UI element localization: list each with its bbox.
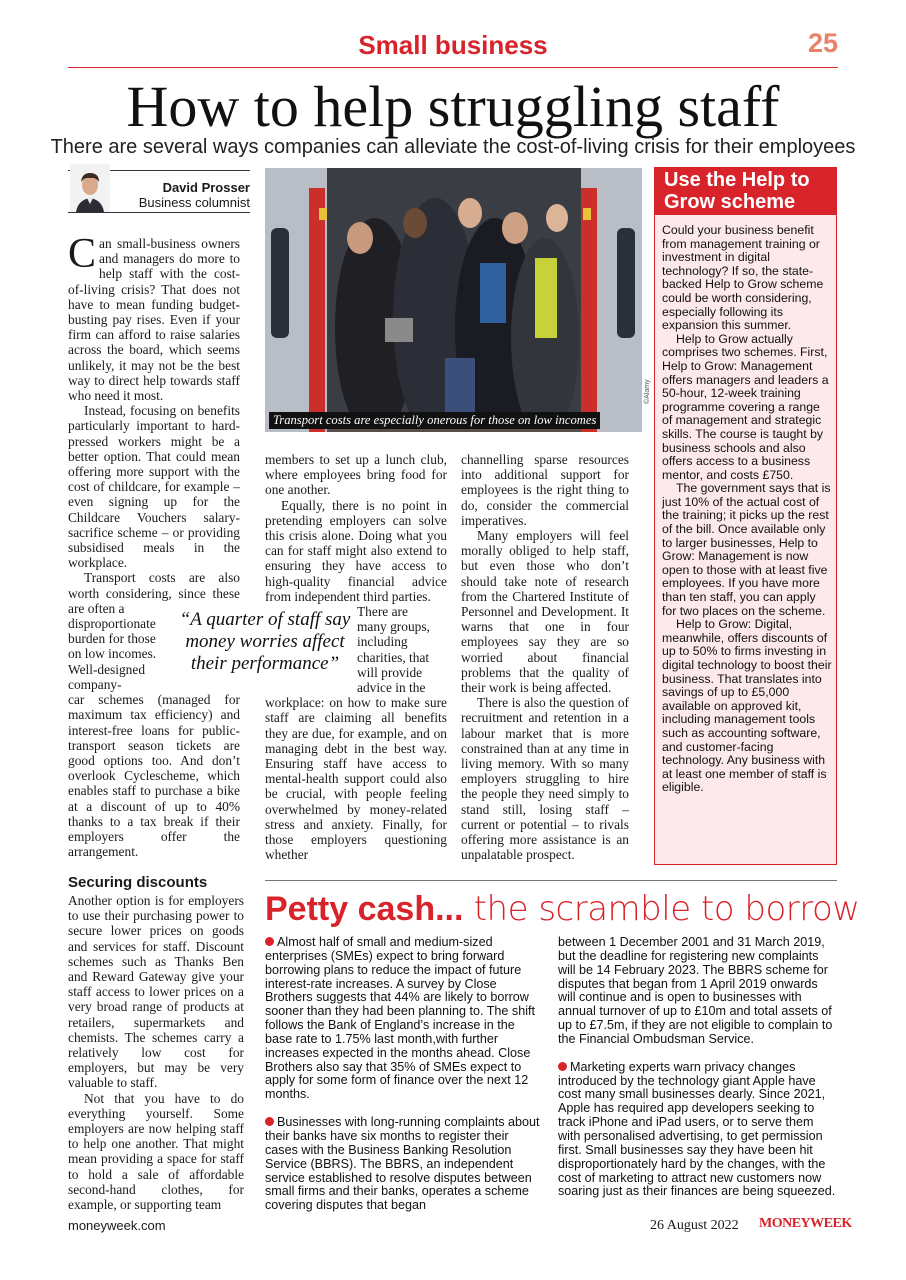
article-line: including <box>357 634 408 650</box>
article-line: on low incomes. <box>68 646 157 662</box>
top-rule <box>68 67 838 68</box>
photo-caption: Transport costs are especially onerous for those on low incomes <box>269 412 600 429</box>
petty-cash-rule <box>265 880 837 881</box>
page-number: 25 <box>807 28 838 58</box>
sidebar-body <box>662 224 832 795</box>
bullet-icon <box>265 1117 274 1126</box>
drop-cap: C <box>68 231 97 277</box>
article-paragraph: Another option is for employers to use their purchasing power to secure lower prices on goods and services for staff. Discount schemes such as Thanks Ben and Reward Gateway give your staff access to lower prices on a very broad range of products at retailers, supermarkets and chemists. The schemes carry a relatively low cost for employers, but may be very valuable to staff. <box>68 893 244 1091</box>
petty-cash-column-2 <box>558 936 837 1213</box>
petty-cash-item-text: Almost half of small and medium-sized enterprises (SMEs) expect to bring forward borrowing plans to reduce the impact of future interest-rate increases. A survey by Close Brothers suggests that 44% are likely to borrow sooner than they had been planning to. The shift follows the Bank of England’s increase in the base rate to 1.75% last month,with further increases expected in the months ahead. Close Brothers also say that 35% of SMEs expect to apply for some form of finance over the next 12 months. <box>265 935 536 1102</box>
wrap-around-quote <box>357 604 447 695</box>
petty-cash-item <box>265 936 543 1102</box>
article-paragraph: workplace: on how to make sure staff are claiming all benefits they are due, for example, and on managing debt in the best way. Ensuring staff have access to mental-health support could also be crucial, with people feeling overwhelmed by money-related stress and anxiety. Finally, for those employers questioning whether <box>265 695 447 863</box>
article-paragraph <box>68 231 240 404</box>
footer-date: 26 August 2022 <box>650 1218 739 1233</box>
sidebar-paragraph: Could your business benefit from management training or investment in digital technology? If so, the state-backed Help to Grow scheme could be worth considering, especially following its expansion this summer. <box>662 223 824 333</box>
petty-cash-item-text: Marketing experts warn privacy changes introduced by the technology giant Apple have cost many small businesses dearly. Since 2021, Apple has required app developers seeking to track iPhone and iPad users, or to serve them with personalised advertising, to get permission first. Small businesses say they have been hit disproportionately hard by the changes, with the cost of marketing to attract new customers now soaring just as their finances are being squeezed. <box>558 1059 836 1199</box>
author-photo <box>70 164 110 212</box>
article-paragraph: Equally, there is no point in pretending employers can solve this crisis alone. Doing what you can for staff might also extend to ensuring they have access to high-quality financial advice from independent third parties. <box>265 497 447 604</box>
bullet-icon <box>265 937 274 946</box>
article-line: many groups, <box>357 619 430 635</box>
author-role: Business columnist <box>138 195 250 210</box>
article-line: will provide <box>357 664 423 680</box>
petty-cash-item-continued: between 1 December 2001 and 31 March 2019, but the deadline for registering new complaints will be 14 February 2023. The BBRS scheme for disputes that began from 1 April 2019 onwards will continue and is open to businesses with annual turnover of up to £10m and total assets of up to £7.5m, if they are not eligible to complain to the Financial Ombudsman Service. <box>558 935 833 1046</box>
headline: How to help struggling staff <box>126 74 780 139</box>
article-line: disproportionate <box>68 616 156 632</box>
wrap-around-quote <box>68 616 160 692</box>
petty-cash-title <box>265 887 860 931</box>
article-line: burden for those <box>68 631 156 647</box>
article-paragraph: car schemes (managed for maximum tax efficiency) and interest-free loans for public-transport season tickets are good options too. And don’t overlook Cyclescheme, which enables staff to purchase a bike at a discount of up to 40% thanks to a tax break if their employers offer the arrangement. <box>68 692 240 860</box>
bullet-icon <box>558 1062 567 1071</box>
article-paragraph-text: an small-business owners and managers do more to help staff with the cost-of-living crisis? That does not have to mean funding budget-busting pay rises. Even if your firm can afford to raise salaries across the board, which seems unlikely, it may not be the best way to direct help towards staff who need it most. <box>68 236 240 404</box>
photo-credit: ©Alamy <box>644 379 651 404</box>
author-name: David Prosser <box>162 180 250 195</box>
footer-website: moneyweek.com <box>68 1218 166 1233</box>
article-line: There are <box>357 604 408 620</box>
discounts-column <box>68 893 244 1212</box>
sidebar-title: Use the Help to Grow scheme <box>654 167 837 215</box>
sidebar-paragraph: The government says that is just 10% of the actual cost of the training; it picks up the rest of the bill. Once available only to larger businesses, Help to Grow: Management is now open to those with at least five employees. If you have more than ten staff, you can apply for two places on the scheme. <box>662 481 831 618</box>
article-paragraph: channelling sparse resources into additional support for employees is the right thing to do, consider the commercial imperatives. <box>461 452 629 528</box>
byline-rule <box>68 212 250 213</box>
article-line: company- <box>68 676 122 692</box>
article-column-2 <box>265 452 447 862</box>
article-paragraph: members to set up a lunch club, where employees bring food for one another. <box>265 452 447 498</box>
article-paragraph: Not that you have to do everything yourself. Some employers are now helping staff to help one another. That might mean providing a space for staff to hold a sale of affordable second-hand clothes, for example, or supporting team <box>68 1090 244 1213</box>
article-paragraph: Many employers will feel morally obliged to help staff, but even those who don’t should take note of research from the Chartered Institute of Personnel and Development. It warns that one in four employees say they are so worried about financial problems that the quality of their work is being affected. <box>461 528 629 696</box>
sidebar-paragraph: Help to Grow: Digital, meanwhile, offers discounts of up to 50% to firms investing in digital technology to boost their business. That translates into savings of up to £5,000 available on approved kit, including management tools such as accounting software, and customer-facing technology. Any business with at least one member of staff is eligible. <box>662 617 832 795</box>
article-paragraph: There is also the question of recruitment and retention in a labour market that is more constrained than at any time in living memory. With so many employers struggling to hire the people they need simply to stand still, losing staff – current or potential – to rivals offering more assistance is an unpalatable prospect. <box>461 695 629 863</box>
article-column-1 <box>68 231 240 860</box>
standfirst: There are several ways companies can alleviate the cost-of-living crisis for their employees <box>50 136 856 158</box>
subheading-securing-discounts: Securing discounts <box>68 874 208 891</box>
petty-cash-item-text: Businesses with long-running complaints about their banks have six months to register their cases with the Business Banking Resolution Service (BBRS). The BBRS, an independent service established to resolve disputes between small firms and their banks, operates a scheme covering disputes that began <box>265 1115 540 1213</box>
article-paragraph: Instead, focusing on benefits particularly important to hard-pressed workers might be a better option. That could mean offering more support with the cost of childcare, for example – even signing up for the Childcare Vouchers salary-sacrifice scheme – or providing subsidised meals in the workplace. <box>68 403 240 571</box>
article-line: charities, that <box>357 649 430 665</box>
petty-cash-title-light: the scramble to borrow <box>463 889 860 929</box>
article-line: Well-designed <box>68 661 146 677</box>
petty-cash-column-1 <box>265 936 543 1227</box>
article-line: advice in the <box>357 680 426 696</box>
commuter-train-photo <box>265 168 642 432</box>
article-paragraph: Transport costs are also worth considering, since these are often a <box>68 570 240 616</box>
petty-cash-item <box>558 1061 837 1199</box>
petty-cash-item <box>265 1116 543 1213</box>
section-label: Small business <box>358 30 548 60</box>
sidebar-paragraph: Help to Grow actually comprises two schemes. First, Help to Grow: Management offers managers and leaders a 50-hour, 12-week training programme covering a range of management and strategic skills. The course is taught by business schools and also offers access to a business mentor, and costs £750. <box>662 331 829 482</box>
petty-cash-title-bold: Petty cash... <box>265 890 464 928</box>
article-column-3 <box>461 452 629 862</box>
pull-quote: “A quarter of staff say money worries affect their performance” <box>179 609 351 674</box>
moneyweek-logo: MONEYWEEK <box>759 1216 852 1231</box>
